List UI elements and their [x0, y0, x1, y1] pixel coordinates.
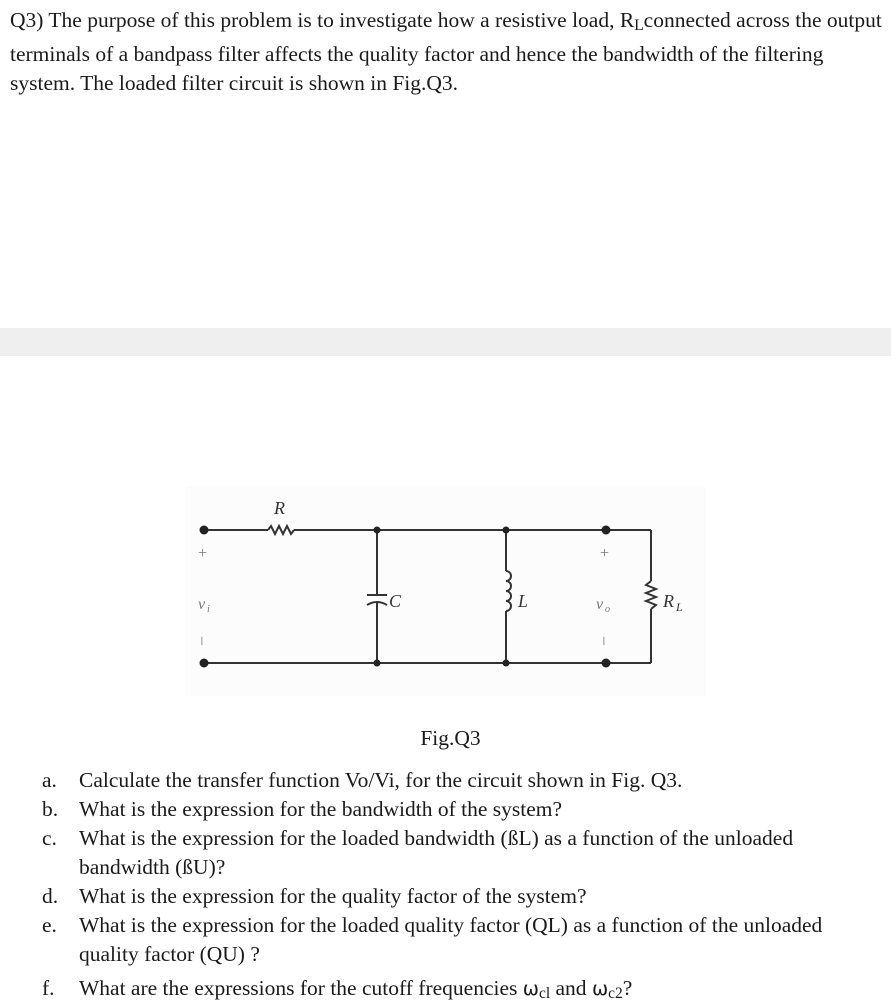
list-item: [42, 911, 887, 969]
label-c: C: [389, 591, 402, 611]
list-item: f. What are the expressions for the cutoff frequencies ωcl and ωc2?: [42, 976, 633, 1002]
item-letter: d.: [42, 884, 59, 908]
input-minus: –: [194, 637, 211, 645]
output-minus: –: [596, 637, 613, 645]
circuit-diagram: [186, 486, 706, 696]
junction-cap-bottom: [374, 660, 381, 667]
label-vi-sub: i: [207, 604, 210, 615]
item-letter: a.: [42, 768, 57, 792]
label-r: R: [274, 498, 285, 518]
list-item: [42, 882, 887, 911]
label-vo: v: [596, 596, 604, 613]
output-terminal-top: [602, 526, 611, 535]
item-text-continued: bandwidth (ßU)?: [79, 855, 226, 879]
junction-ind-top: [503, 527, 510, 534]
item-text: What are the expressions for the cutoff frequencies: [79, 976, 523, 1000]
label-vo-sub: o: [605, 604, 610, 615]
omega-symbol: ω: [522, 977, 539, 1000]
subscript-l: L: [634, 16, 644, 34]
label-rl-sub: L: [676, 600, 683, 614]
inductor-l: [506, 571, 511, 611]
item-letter: c.: [42, 826, 57, 850]
omega-symbol: ω: [591, 977, 609, 1000]
junction-cap-top: [374, 527, 381, 534]
list-item: [42, 795, 887, 824]
list-item: [42, 766, 887, 795]
item-text: What is the expression for the loaded bandwidth (ßL) as a function of the unloaded: [79, 826, 794, 850]
item-text: What is the expression for the quality factor of the system?: [79, 884, 587, 908]
problem-statement: Q3) The purpose of this problem is to investigate how a resistive load, RLconnected across the output terminals of a bandpass filter affects the quality factor and hence the bandwidth of the filtering system. The loaded filter circuit is shown in Fig.Q3.: [10, 8, 882, 95]
resistor-r: [268, 526, 294, 534]
output-terminal-bottom: [602, 659, 611, 668]
item-letter: f.: [42, 976, 55, 1000]
label-vi: v: [198, 596, 206, 613]
page-separator-band: [0, 328, 891, 356]
item-text-continued: quality factor (QU) ?: [79, 942, 260, 966]
question-list: [42, 766, 887, 1008]
omega-subscript: c2: [608, 984, 623, 1002]
label-rl: R: [663, 591, 674, 611]
input-plus: +: [198, 545, 208, 562]
junction-ind-bottom: [503, 660, 510, 667]
resistor-rl: [646, 581, 656, 609]
item-text: What is the expression for the loaded quality factor (QL) as a function of the unloaded: [79, 913, 823, 937]
figure-caption: Fig.Q3: [420, 726, 481, 750]
omega-subscript: cl: [538, 984, 551, 1002]
input-terminal-bottom: [200, 659, 209, 668]
item-letter: b.: [42, 797, 59, 821]
item-letter: e.: [42, 913, 57, 937]
output-plus: +: [600, 545, 610, 562]
item-text: What is the expression for the bandwidth of the system?: [79, 797, 563, 821]
label-l: L: [518, 591, 529, 611]
input-terminal-top: [200, 526, 209, 535]
item-text: Calculate the transfer function Vo/Vi, for the circuit shown in Fig. Q3.: [79, 768, 683, 792]
list-item: [42, 824, 887, 882]
